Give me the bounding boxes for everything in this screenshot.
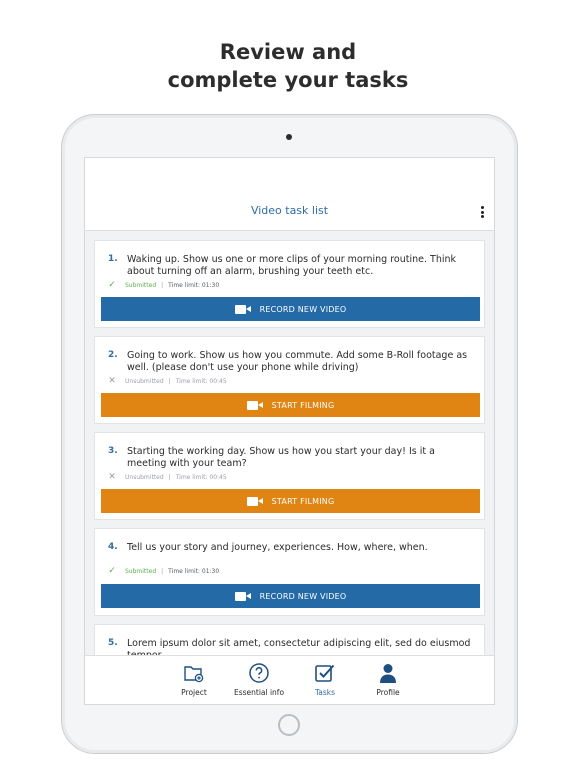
separator: | (168, 377, 171, 385)
status-text: Submitted (125, 567, 157, 575)
record-new-video-button[interactable] (101, 297, 480, 321)
marketing-headline (0, 38, 576, 94)
profile-person-icon (353, 662, 423, 684)
time-limit: Time limit: 00:45 (175, 377, 227, 385)
separator: | (168, 473, 171, 481)
checkmark-icon: ✓ (108, 280, 116, 290)
status-text: Submitted (125, 281, 157, 289)
page-title: Video task list (250, 204, 329, 217)
task-description: Tell us your story and journey, experiences. How, where, when. (127, 542, 428, 553)
task-number: 4. (108, 542, 118, 552)
task-card (94, 240, 485, 328)
time-limit: Time limit: 01:30 (168, 281, 220, 289)
tab-essential-info[interactable] (224, 662, 294, 697)
record-new-video-button[interactable] (101, 584, 480, 608)
time-limit: Time limit: 01:30 (168, 567, 220, 575)
checkmark-icon: ✓ (108, 566, 116, 576)
task-card (94, 336, 485, 424)
task-card (94, 528, 485, 616)
tab-label: Project (181, 688, 207, 697)
app-header (85, 158, 494, 231)
task-status-row (107, 280, 219, 290)
tab-tasks[interactable] (290, 662, 360, 697)
cross-icon: ✕ (108, 472, 116, 482)
task-card (94, 432, 485, 520)
button-label: RECORD NEW VIDEO (259, 304, 347, 314)
headline-line-2: complete your tasks (167, 68, 409, 92)
cross-icon: ✕ (108, 376, 116, 386)
task-description: Lorem ipsum dolor sit amet, consectetur adipiscing elit, sed do eiusmod (127, 638, 471, 649)
help-circle-icon (224, 662, 294, 684)
video-camera-icon (247, 496, 263, 506)
video-camera-icon (235, 591, 251, 601)
more-vertical-icon[interactable] (479, 206, 485, 218)
task-description: Starting the working day. Show us how you start your day! Is it a meeting with your team? (127, 446, 435, 469)
button-label: START FILMING (271, 496, 335, 506)
video-camera-icon (247, 400, 263, 410)
tab-project[interactable] (159, 662, 229, 697)
tab-label: Tasks (314, 688, 336, 697)
task-number: 5. (108, 638, 118, 648)
button-label: RECORD NEW VIDEO (259, 591, 347, 601)
separator: | (161, 281, 164, 289)
status-text: Unsubmitted (125, 377, 164, 385)
status-text: Unsubmitted (125, 473, 164, 481)
task-number: 1. (108, 254, 118, 264)
tab-profile[interactable] (353, 662, 423, 697)
task-status-row (107, 376, 227, 386)
separator: | (161, 567, 164, 575)
task-number: 3. (108, 446, 118, 456)
bottom-tab-bar (85, 655, 494, 705)
home-button[interactable] (278, 714, 300, 736)
project-folder-icon (159, 662, 229, 684)
tasks-checkbox-icon (290, 662, 360, 684)
app-screen (84, 157, 495, 705)
tab-label: Essential info (233, 688, 285, 697)
tab-label: Profile (376, 688, 400, 697)
button-label: START FILMING (271, 400, 335, 410)
task-description: Going to work. Show us how you commute. Add some B-Roll footage as well. (please don't use your phone while driving) (127, 350, 468, 373)
video-camera-icon (235, 304, 251, 314)
task-number: 2. (108, 350, 118, 360)
task-status-row (107, 566, 219, 576)
task-status-row (107, 472, 227, 482)
start-filming-button[interactable] (101, 489, 480, 513)
start-filming-button[interactable] (101, 393, 480, 417)
time-limit: Time limit: 00:45 (175, 473, 227, 481)
task-description: Waking up. Show us one or more clips of your morning routine. Think about turning off an alarm, brushing your teeth etc. (127, 254, 456, 277)
headline-line-1: Review and (219, 40, 357, 64)
front-camera (286, 134, 292, 140)
